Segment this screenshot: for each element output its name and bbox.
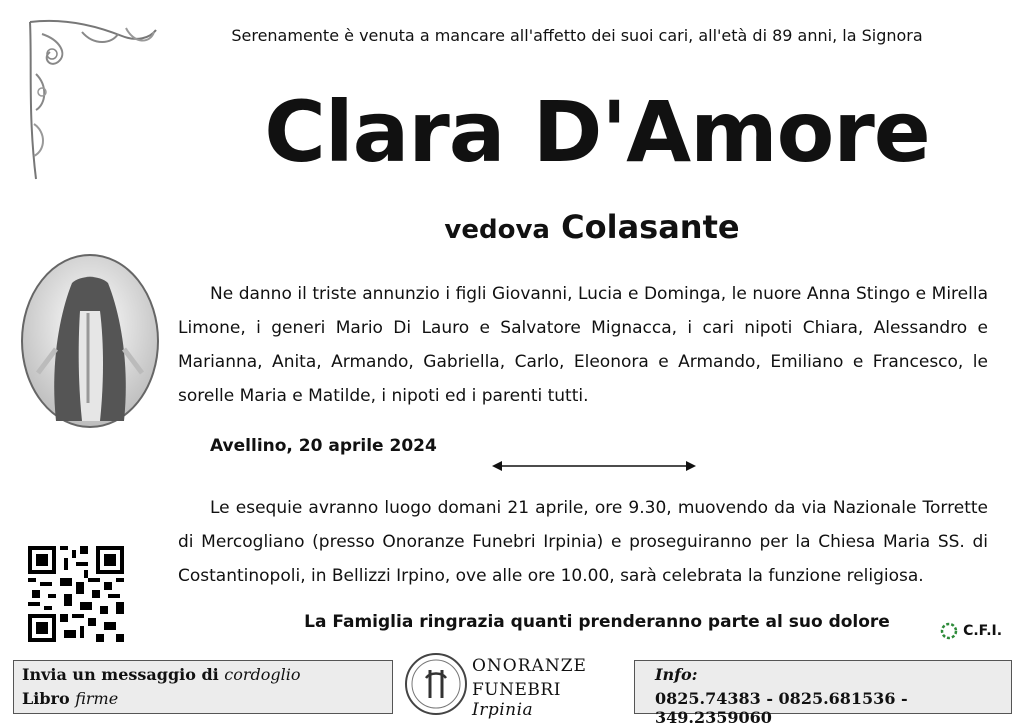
- funeral-text: Le esequie avranno luogo domani 21 aprile, ore 9.30, muovendo da via Nazionale Torrette di Mercogliano (presso Onoranze Funebri Irpinia) e proseguiranno per la Chiesa Maria SS. di Costantinopoli, in Bellizzi Irpino, ove alle ore 10.00, sarà celebrata la funzione religiosa.: [178, 498, 988, 586]
- guestbook-link[interactable]: [22, 689, 118, 708]
- book-word: firme: [75, 689, 119, 708]
- send-condolence-link[interactable]: [22, 665, 301, 684]
- cfi-ring-icon: [940, 622, 958, 640]
- company-word-funebri: FUNEBRI: [472, 680, 561, 700]
- company-word-irpinia: Irpinia: [472, 700, 534, 720]
- condolence-prefix: Invia un messaggio di: [22, 665, 219, 684]
- double-arrow-divider: [492, 458, 696, 474]
- intro-text: Serenamente è venuta a mancare all'affetto dei suoi cari, all'età di 89 anni, la Signora: [231, 26, 923, 45]
- funeral-home-logo: [402, 648, 626, 724]
- place-date: Avellino, 20 aprile 2024: [210, 436, 437, 456]
- cfi-logo-text: C.F.I.: [963, 623, 1003, 639]
- deceased-name: Clara D'Amore: [264, 83, 930, 181]
- widow-surname: Colasante: [561, 208, 740, 246]
- thanks-text: La Famiglia ringrazia quanti prenderanno parte al suo dolore: [304, 612, 890, 632]
- info-label: Info:: [655, 665, 698, 684]
- company-name-line1: ONORANZE: [472, 656, 587, 676]
- widow-prefix: vedova: [444, 215, 550, 245]
- condolence-box[interactable]: [13, 660, 393, 714]
- cfi-logo: [940, 620, 1006, 654]
- madonna-portrait-image: [20, 253, 160, 429]
- book-prefix: Libro: [22, 689, 70, 708]
- announcement-text: Ne danno il triste annunzio i figli Giovanni, Lucia e Dominga, le nuore Anna Stingo e Mirella Limone, i generi Mario Di Lauro e Salvatore Mignacca, i cari nipoti Chiara, Alessandro e Marianna, Anita, Armando, Gabriella, Carlo, Eleonora e Armando, Emiliano e Francesco, le sorelle Maria e Matilde, i nipoti ed i parenti tutti.: [178, 284, 988, 406]
- condolence-word: cordoglio: [224, 665, 301, 684]
- phone-numbers[interactable]: 0825.74383 - 0825.681536 - 349.2359060: [655, 689, 908, 727]
- widow-line: [0, 208, 1024, 246]
- company-name-line2: [472, 680, 626, 720]
- info-box: [634, 660, 1012, 727]
- funeral-home-emblem-icon: [404, 652, 468, 716]
